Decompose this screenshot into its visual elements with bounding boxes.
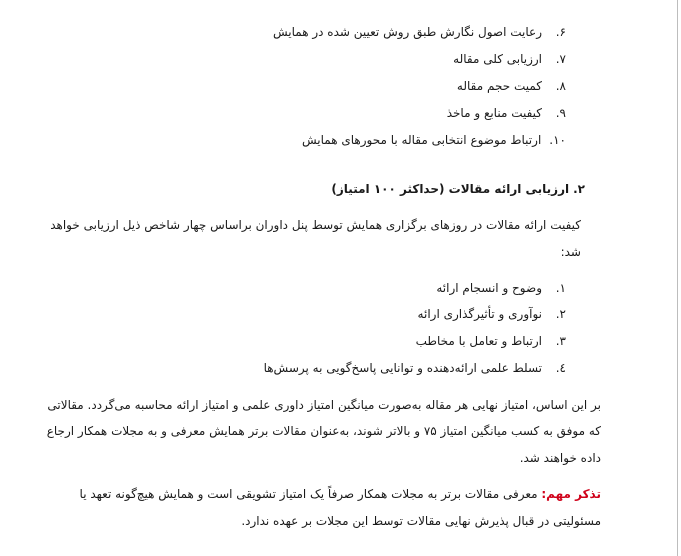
list-item-text: کمیت حجم مقاله [456, 79, 542, 93]
list-item [418, 305, 566, 323]
list-item [416, 332, 566, 350]
list-item-text: تسلط علمی ارائه‌دهنده و توانایی پاسخ‌گویی به پرسش‌ها [263, 361, 542, 375]
list-item-number: ۱. [555, 281, 566, 295]
important-note-text: معرفی مقالات برتر به مجلات همکار صرفاً یک امتیاز تشویقی است و همایش هیچ‌گونه تعهد یا [79, 487, 538, 501]
list-item [302, 131, 566, 149]
section-heading [331, 180, 585, 198]
list-item-text: ارزیابی کلی مقاله [453, 52, 542, 66]
section-heading-number: ۲. [573, 182, 585, 196]
list-item-number: ۹. [555, 106, 566, 120]
list-item [457, 77, 566, 95]
list-item [273, 23, 566, 41]
list-item-text: کیفیت منابع و ماخذ [446, 106, 542, 120]
list-item-text: وضوح و انسجام ارائه [436, 281, 542, 295]
list-item-text: ارتباط و تعامل با مخاطب [415, 334, 542, 348]
list-item [264, 359, 566, 377]
list-item-text: رعایت اصول نگارش طبق روش تعیین شده در همایش [272, 25, 542, 39]
list-item-number: ۲. [555, 307, 566, 321]
important-note-label: تذکر مهم: [541, 487, 601, 501]
list-item [447, 104, 566, 122]
intro-paragraph-line: شد: [560, 245, 581, 259]
list-item [436, 279, 566, 297]
list-item-number: ۷. [555, 52, 566, 66]
list-item-number: ٤. [555, 361, 566, 375]
list-item-number: ۳. [555, 334, 566, 348]
intro-paragraph-line: کیفیت ارائه مقالات در روزهای برگزاری همایش توسط پنل داوران براساس چهار شاخص ذیل ارزیابی خواهد [50, 218, 581, 232]
body-paragraph-line: بر این اساس، امتیاز نهایی هر مقاله به‌صورت میانگین امتیاز داوری علمی و امتیاز ارائه محاسبه می‌گردد. مقالاتی [47, 398, 601, 412]
list-item-text: ارتباط موضوع انتخابی مقاله با محورهای همایش [301, 133, 542, 147]
list-item [453, 50, 566, 68]
important-note-line: مسئولیتی در قبال پذیرش نهایی مقالات توسط این مجلات بر عهده ندارد. [241, 514, 601, 528]
body-paragraph-line: داده خواهند شد. [519, 451, 601, 465]
list-item-number: ۶. [555, 25, 566, 39]
list-item-number: ۱۰. [549, 133, 566, 147]
list-item-text: نوآوری و تأثیرگذاری ارائه [417, 307, 542, 321]
important-note-line [80, 485, 601, 503]
section-heading-text: ارزیابی ارائه مقالات (حداکثر ۱۰۰ امتیاز) [331, 182, 570, 196]
list-item-number: ۸. [555, 79, 566, 93]
body-paragraph-line: که موفق به کسب میانگین امتیاز ۷۵ و بالاتر شوند، به‌عنوان مقالات برتر همایش معرفی و به مجلات همکار ارجاع [46, 424, 601, 438]
